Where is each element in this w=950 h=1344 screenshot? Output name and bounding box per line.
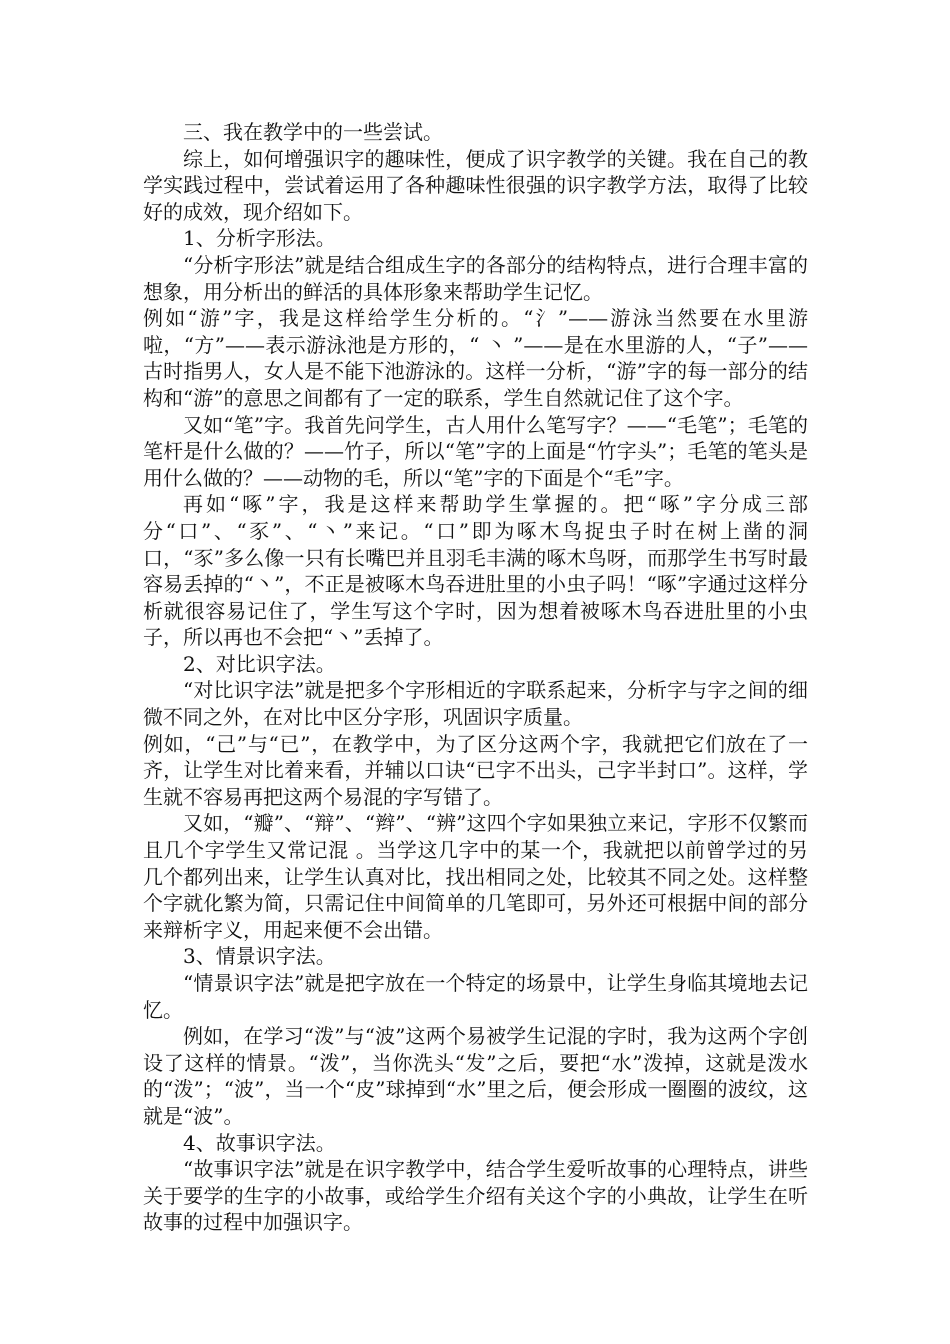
paragraph: 例如“游”字，我是这样给学生分析的。“氵”——游泳当然要在水里游啦，“方”——表示游泳池是方形的，“ 丶 ”——是在水里游的人，“子”——古时指男人，女人是不能下池游泳的。这样一分析，“游”字的每一部分的结构和“游”的意思之间都有了一定的联系，学生自然就记住了这个字。 xyxy=(143,306,808,410)
method-heading: 2、对比识字法。 xyxy=(183,651,336,676)
document-body xyxy=(143,119,808,1236)
paragraph: 再如“啄”字，我是这样来帮助学生掌握的。把“啄”字分成三部分“口”、“豕”、“丶”来记。“口”即为啄木鸟捉虫子时在树上凿的洞口，“豕”多么像一只有长嘴巴并且羽毛丰满的啄木鸟呀，而那学生书写时最容易丢掉的“丶”，不正是被啄木鸟吞进肚里的小虫子吗！“啄”字通过这样分析就很容易记住了，学生写这个字时，因为想着被啄木鸟吞进肚里的小虫子，所以再也不会把“丶”丢掉了。 xyxy=(143,492,808,650)
paragraph: 例如，“己”与“已”，在教学中，为了区分这两个字，我就把它们放在了一齐，让学生对比着来看，并辅以口诀“已字不出头，己字半封口”。这样，学生就不容易再把这两个易混的字写错了。 xyxy=(143,731,808,809)
paragraph: 综上，如何增强识字的趣味性，便成了识字教学的关键。我在自己的教学实践过程中，尝试着运用了各种趣味性很强的识字教学方法，取得了比较好的成效，现介绍如下。 xyxy=(143,146,808,224)
section-heading: 三、我在教学中的一些尝试。 xyxy=(183,120,443,144)
method-heading: 1、分析字形法。 xyxy=(183,226,336,251)
paragraph: 又如“笔”字。我首先问学生，古人用什么笔写字？——“毛笔”；毛笔的笔杆是什么做的？——竹子，所以“笔”字的上面是“竹字头”；毛笔的笔头是用什么做的？——动物的毛，所以“笔”字的下面是个“毛”字。 xyxy=(143,412,808,490)
paragraph: “情景识字法”就是把字放在一个特定的场景中，让学生身临其境地去记忆。 xyxy=(143,971,808,1022)
paragraph: 例如，在学习“泼”与“波”这两个易被学生记混的字时，我为这两个字创设了这样的情景。“泼”，当你洗头“发”之后，要把“水”泼掉，这就是泼水的“泼”；“波”，当一个“皮”球掉到“水”里之后，便会形成一圈圈的波纹，这就是“波”。 xyxy=(143,1024,808,1128)
paragraph: 又如，“瓣”、“辩”、“辫”、“辨”这四个字如果独立来记，字形不仅繁而且几个字学生又常记混 。当学这几字中的某一个，我就把以前曾学过的另几个都列出来，让学生认真对比，找出相同之处，比较其不同之处。这样整个字就化繁为简，只需记住中间简单的几笔即可，另外还可根据中间的部分来辩析字义，用起来便不会出错。 xyxy=(143,811,808,942)
method-heading: 3、情景识字法。 xyxy=(183,944,336,969)
paragraph: “对比识字法”就是把多个字形相近的字联系起来，分析字与字之间的细微不同之外，在对比中区分字形，巩固识字质量。 xyxy=(143,678,808,730)
method-heading: 4、故事识字法。 xyxy=(183,1130,336,1155)
paragraph: “分析字形法”就是结合组成生字的各部分的结构特点，进行合理丰富的想象，用分析出的鲜活的具体形象来帮助学生记忆。 xyxy=(143,252,808,304)
paragraph: “故事识字法”就是在识字教学中，结合学生爱听故事的心理特点，讲些关于要学的生字的小故事，或给学生介绍有关这个字的小典故，让学生在听故事的过程中加强识字。 xyxy=(143,1157,808,1235)
